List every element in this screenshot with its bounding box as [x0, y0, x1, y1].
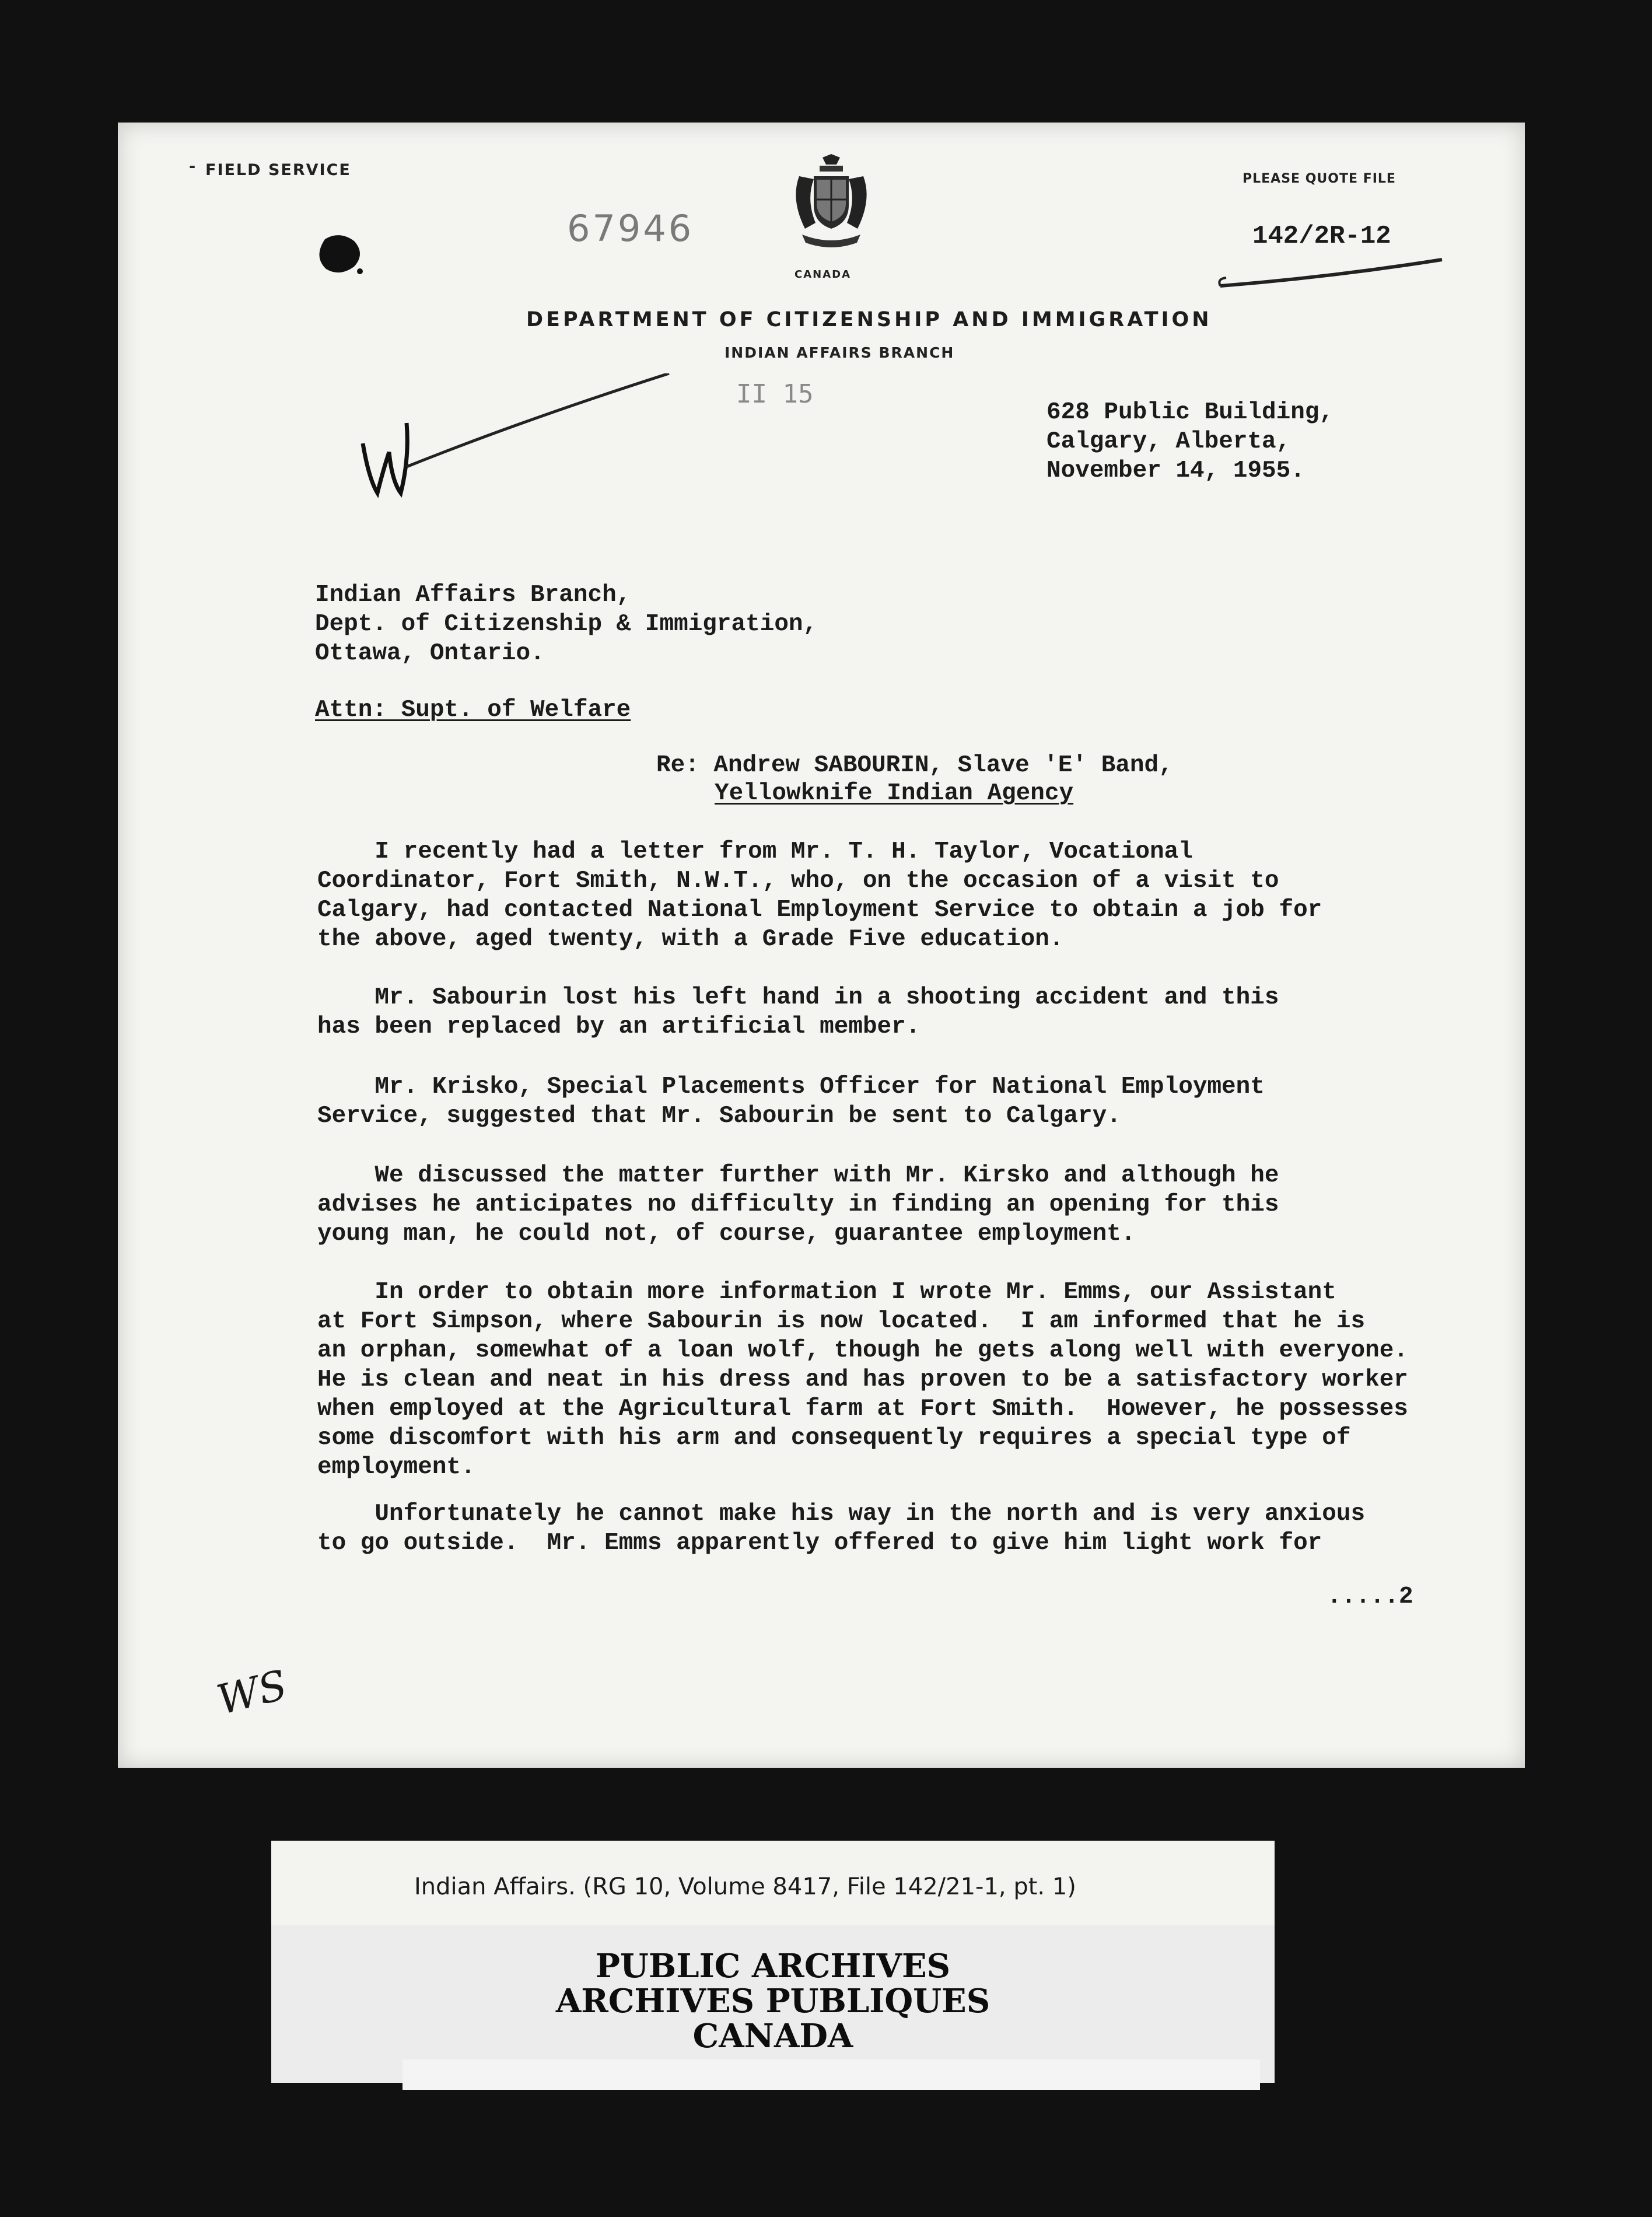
- body-paragraph-1: I recently had a letter from Mr. T. H. Taylor, Vocational Coordinator, Fort Smith, N.W.T., who, on the occasion of a visit to Calgary, had contacted National Employment Service to obtain a job for the above, aged twenty, with a Grade Five education.: [317, 838, 1322, 953]
- archive-country: CANADA: [692, 2017, 853, 2055]
- recipient-line2: Dept. of Citizenship & Immigration,: [315, 611, 818, 638]
- registry-stamp-number: 67946: [567, 207, 694, 250]
- department-heading: DEPARTMENT OF CITIZENSHIP AND IMMIGRATION: [526, 308, 1212, 331]
- subject-line1: Re: Andrew SABOURIN, Slave 'E' Band,: [656, 752, 1173, 779]
- dash-mark: -: [189, 158, 196, 176]
- handwritten-initials: WS: [212, 1660, 292, 1725]
- body-paragraph-6: Unfortunately he cannot make his way in the north and is very anxious to go outside. Mr. Emms apparently offered to give him light work for: [317, 1501, 1366, 1557]
- please-quote-file-label: PLEASE QUOTE FILE: [1242, 172, 1396, 186]
- continuation-marker: .....2: [1327, 1583, 1413, 1610]
- archive-citation-strip: [271, 1841, 1275, 1925]
- letter-page: [118, 123, 1525, 1768]
- archive-bottom-strip: [402, 2059, 1260, 2090]
- body-paragraph-5: In order to obtain more information I wrote Mr. Emms, our Assistant at Fort Simpson, where Sabourin is now located. I am informed that he is an orphan, somewhat of a loan wolf, though he gets along well with everyone. He is clean and neat in his dress and has proven to be a satisfactory worker when employed at the Agricultural farm at Fort Smith. However, he possesses some discomfort with his arm and consequently requires a special type of employment.: [317, 1279, 1408, 1481]
- field-service-label: FIELD SERVICE: [205, 161, 351, 179]
- file-number: 142/2R-12: [1252, 222, 1391, 251]
- subject-line2: Yellowknife Indian Agency: [715, 780, 1074, 807]
- crest-caption: CANADA: [794, 268, 852, 281]
- canada-coat-of-arms-icon: [788, 153, 875, 264]
- ink-blot-icon: [313, 230, 366, 277]
- recipient-line3: Ottawa, Ontario.: [315, 640, 545, 667]
- archive-name-en: PUBLIC ARCHIVES: [595, 1947, 951, 1985]
- archive-name-fr: ARCHIVES PUBLIQUES: [555, 1982, 991, 2020]
- branch-heading: INDIAN AFFAIRS BRANCH: [724, 344, 955, 361]
- received-date-stamp: II 15: [736, 379, 814, 409]
- sender-address-line2: Calgary, Alberta,: [1046, 428, 1291, 455]
- file-number-pen-stroke: [1214, 254, 1448, 295]
- body-paragraph-4: We discussed the matter further with Mr. Kirsko and although he advises he anticipates no difficulty in finding an opening for this young man, he could not, of course, guarantee employment.: [317, 1162, 1279, 1247]
- archive-citation: Indian Affairs. (RG 10, Volume 8417, File 142/21-1, pt. 1): [414, 1873, 1076, 1900]
- letter-date: November 14, 1955.: [1046, 457, 1305, 484]
- handwritten-initial-w-icon: [351, 373, 678, 508]
- recipient-line1: Indian Affairs Branch,: [315, 582, 631, 609]
- attention-line: Attn: Supt. of Welfare: [315, 697, 631, 723]
- body-paragraph-2: Mr. Sabourin lost his left hand in a shooting accident and this has been replaced by an artificial member.: [317, 984, 1279, 1040]
- body-paragraph-3: Mr. Krisko, Special Placements Officer for National Employment Service, suggested that Mr. Sabourin be sent to Calgary.: [317, 1073, 1265, 1130]
- sender-address-line1: 628 Public Building,: [1046, 399, 1334, 426]
